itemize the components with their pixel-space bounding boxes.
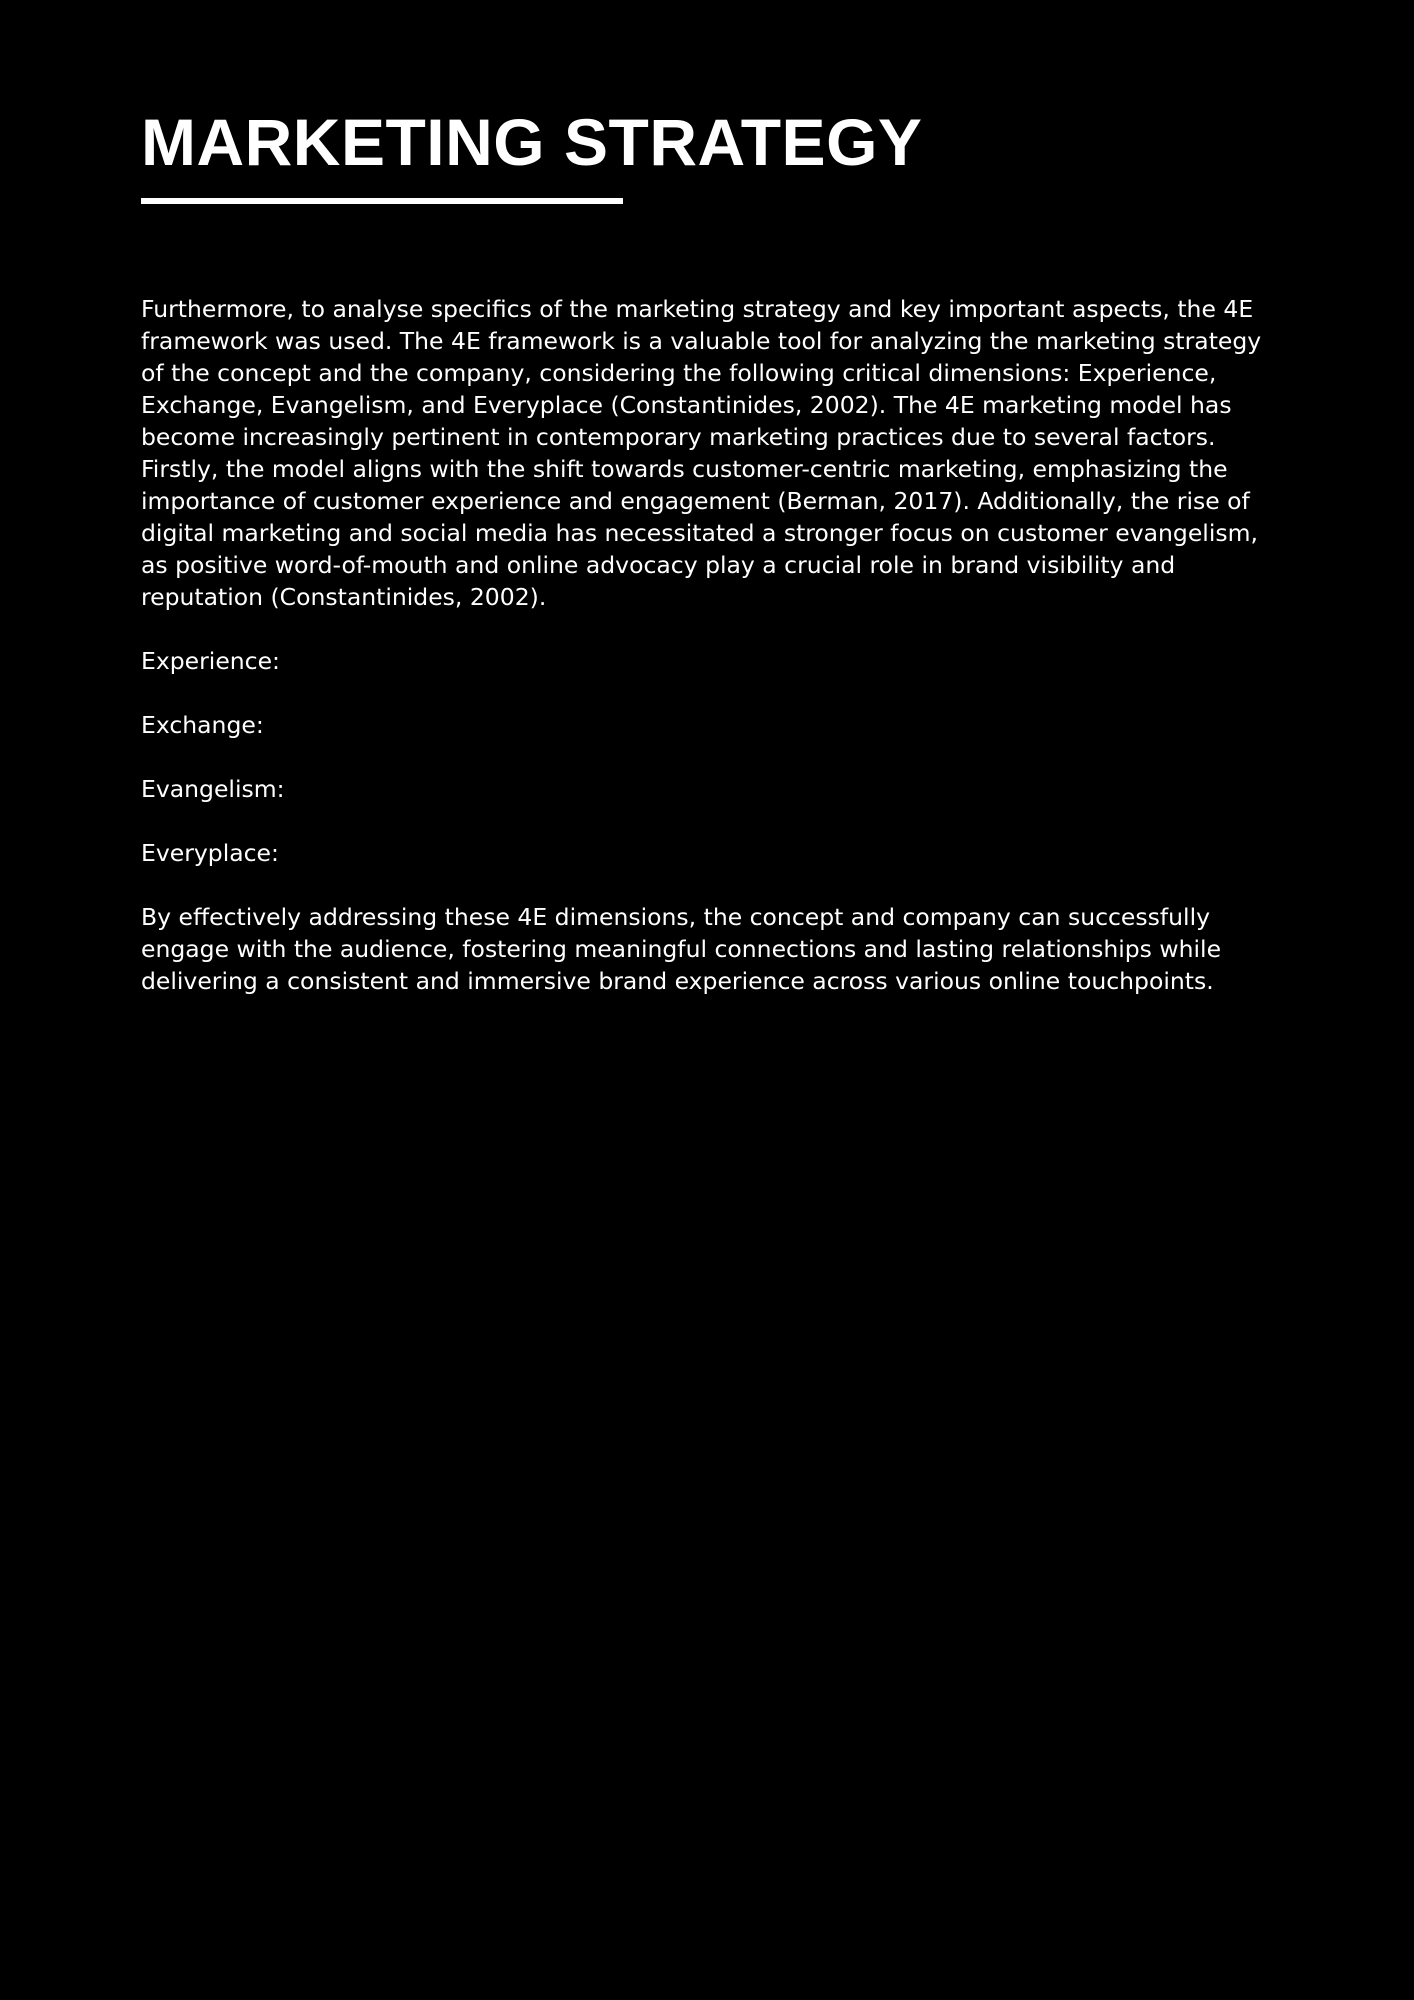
- dimension-evangelism-label: Evangelism:: [141, 775, 285, 803]
- page-title: MARKETING STRATEGY: [141, 105, 923, 179]
- dimension-everyplace-label: Everyplace:: [141, 839, 279, 867]
- conclusion-paragraph: By effectively addressing these 4E dimensions, the concept and company can successfully engage with the audience, fostering meaningful connections and lasting relationships while delivering a consistent and immersive brand experience across various online touchpoints.: [141, 903, 1222, 995]
- dimension-exchange-label: Exchange:: [141, 711, 264, 739]
- document-body: [141, 293, 1281, 1029]
- intro-paragraph: Furthermore, to analyse specifics of the marketing strategy and key important aspects, the 4E framework was used. The 4E framework is a valuable tool for analyzing the marketing strategy of the concept and the company, considering the following critical dimensions: Experience, Exchange, Evangelism, and Everyplace (Constantinides, 2002). The 4E marketing model has become increasingly pertinent in contemporary marketing practices due to several factors. Firstly, the model aligns with the shift towards customer-centric marketing, emphasizing the importance of customer experience and engagement (Berman, 2017). Additionally, the rise of digital marketing and social media has necessitated a stronger focus on customer evangelism, as positive word-of-mouth and online advocacy play a crucial role in brand visibility and reputation (Constantinides, 2002).: [141, 295, 1262, 611]
- title-underline: [141, 198, 623, 204]
- dimension-experience-label: Experience:: [141, 647, 280, 675]
